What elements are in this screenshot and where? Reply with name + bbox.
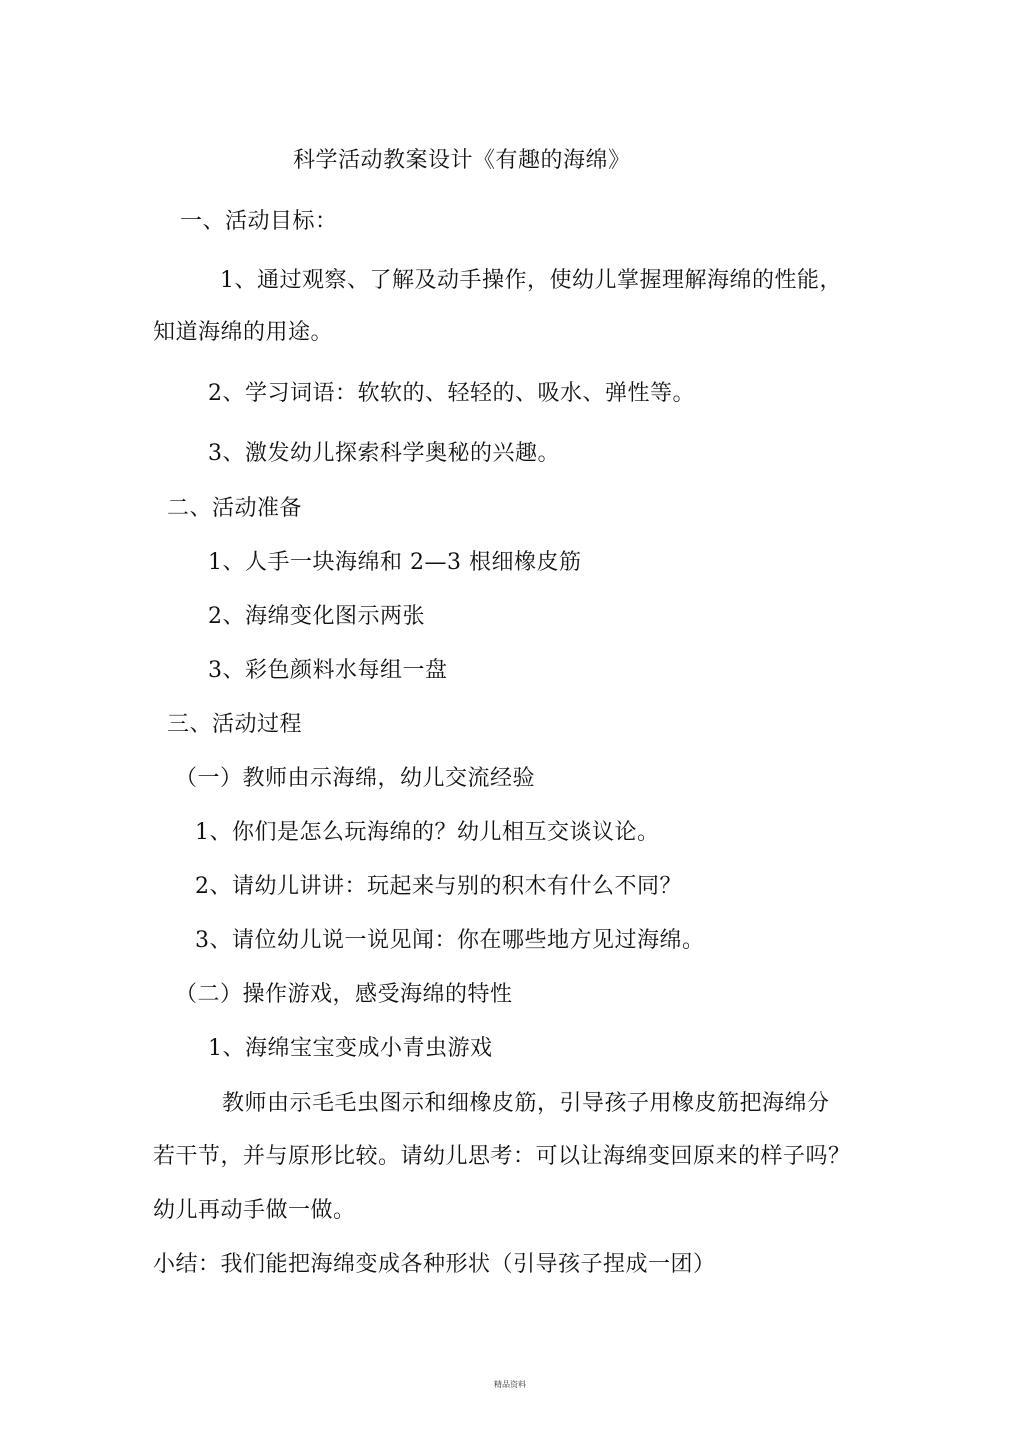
- process-part2-para-line2: 若干节，并与原形比较。请幼儿思考：可以让海绵变回原来的样子吗？: [153, 1144, 851, 1169]
- section-heading-goals: 一、活动目标：: [180, 209, 338, 234]
- process-part1-item2: 2、请幼儿讲讲：玩起来与别的积木有什么不同？: [195, 874, 682, 899]
- process-part2-heading: （二）操作游戏，感受海绵的特性: [175, 982, 513, 1007]
- section-heading-process: 三、活动过程: [167, 712, 303, 737]
- process-part2-para-line3: 幼儿再动手做一做。: [153, 1198, 356, 1223]
- prep-item-1: 1、人手一块海绵和 2—3 根细橡皮筋: [208, 550, 582, 575]
- process-part1-item1: 1、你们是怎么玩海绵的？幼儿相互交谈议论。: [195, 820, 660, 845]
- goal-item-1-line1: 1、通过观察、了解及动手操作，使幼儿掌握理解海绵的性能，: [220, 268, 842, 293]
- process-part2-summary: 小结：我们能把海绵变成各种形状（引导孩子捏成一团）: [153, 1252, 716, 1277]
- goal-item-3: 3、激发幼儿探索科学奥秘的兴趣。: [208, 441, 560, 466]
- page-footer-label: 精品资料: [494, 1380, 526, 1389]
- process-part2-item1: 1、海绵宝宝变成小青虫游戏: [208, 1036, 493, 1061]
- document-title: 科学活动教案设计《有趣的海绵》: [293, 148, 631, 173]
- section-heading-preparation: 二、活动准备: [167, 496, 303, 521]
- process-part1-heading: （一）教师由示海绵，幼儿交流经验: [175, 766, 536, 791]
- goal-item-1-line2: 知道海绵的用途。: [153, 320, 334, 345]
- prep-item-3: 3、彩色颜料水每组一盘: [208, 658, 448, 683]
- prep-item-2: 2、海绵变化图示两张: [208, 604, 425, 629]
- process-part1-item3: 3、请位幼儿说一说见闻：你在哪些地方见过海绵。: [195, 928, 705, 953]
- goal-item-2: 2、学习词语：软软的、轻轻的、吸水、弹性等。: [208, 381, 695, 406]
- process-part2-para-line1: 教师由示毛毛虫图示和细橡皮筋，引导孩子用橡皮筋把海绵分: [222, 1091, 830, 1116]
